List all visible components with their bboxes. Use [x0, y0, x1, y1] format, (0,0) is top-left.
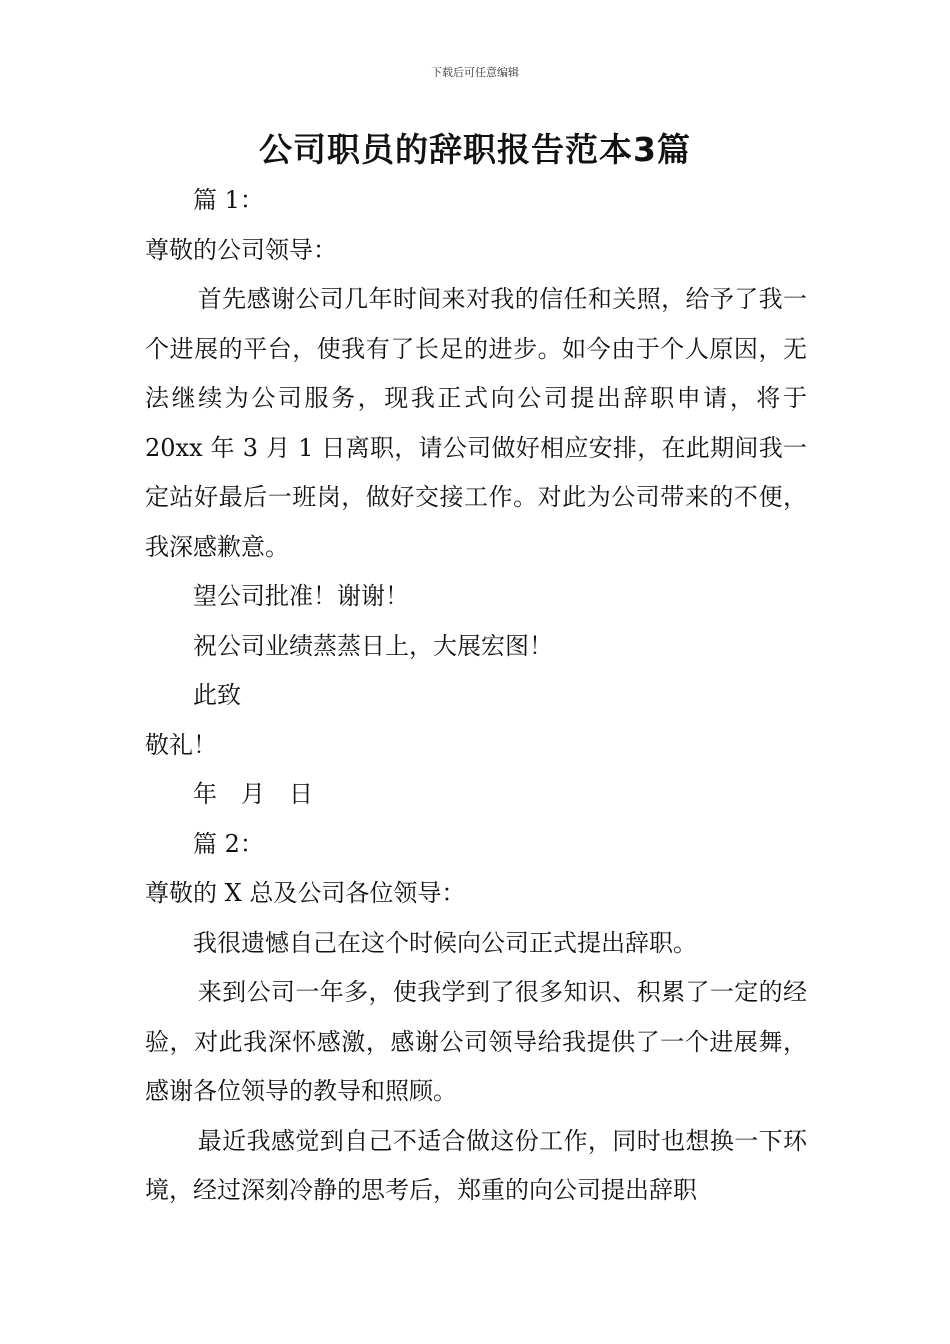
closing-line: 此致: [193, 681, 241, 709]
section-heading-1: 篇 1：: [193, 186, 264, 214]
document-body: [145, 176, 807, 1216]
salutation-2: 尊敬的 X 总及公司各位领导：: [145, 879, 466, 907]
regards-line: 敬礼！: [145, 730, 217, 759]
paragraph-4: 最近我感觉到自己不适合做这份工作，同时也想换一下环境，经过深刻冷静的思考后，郑重的向公司提出辞职: [145, 1126, 807, 1204]
paragraph-3: 来到公司一年多，使我学到了很多知识、积累了一定的经验，对此我深怀感激，感谢公司领导给我提供了一个进展舞，感谢各位领导的教导和照顾。: [145, 978, 807, 1105]
paragraph-2: 我很遗憾自己在这个时候向公司正式提出辞职。: [193, 928, 697, 957]
paragraph-1: 首先感谢公司几年时间来对我的信任和关照，给予了我一个进展的平台，使我有了长足的进步。如今由于个人原因，无法继续为公司服务，现我正式向公司提出辞职申请，将于 20xx 年 3 月 1 日离职，请公司做好相应安排，在此期间我一定站好最后一班岗，做好交接工作。对此为公司带来的不便，我深感歉意。: [145, 285, 807, 561]
salutation-1: 尊敬的公司领导：: [145, 235, 337, 264]
section-heading-2: 篇 2：: [193, 829, 264, 858]
request-line: 望公司批准！谢谢！: [193, 582, 409, 610]
wish-line: 祝公司业绩蒸蒸日上，大展宏图！: [193, 631, 553, 660]
document-title: 公司职员的辞职报告范本3篇: [259, 130, 691, 169]
page-header: 下载后可任意编辑: [431, 66, 519, 79]
date-line: 年 月 日: [193, 780, 313, 808]
